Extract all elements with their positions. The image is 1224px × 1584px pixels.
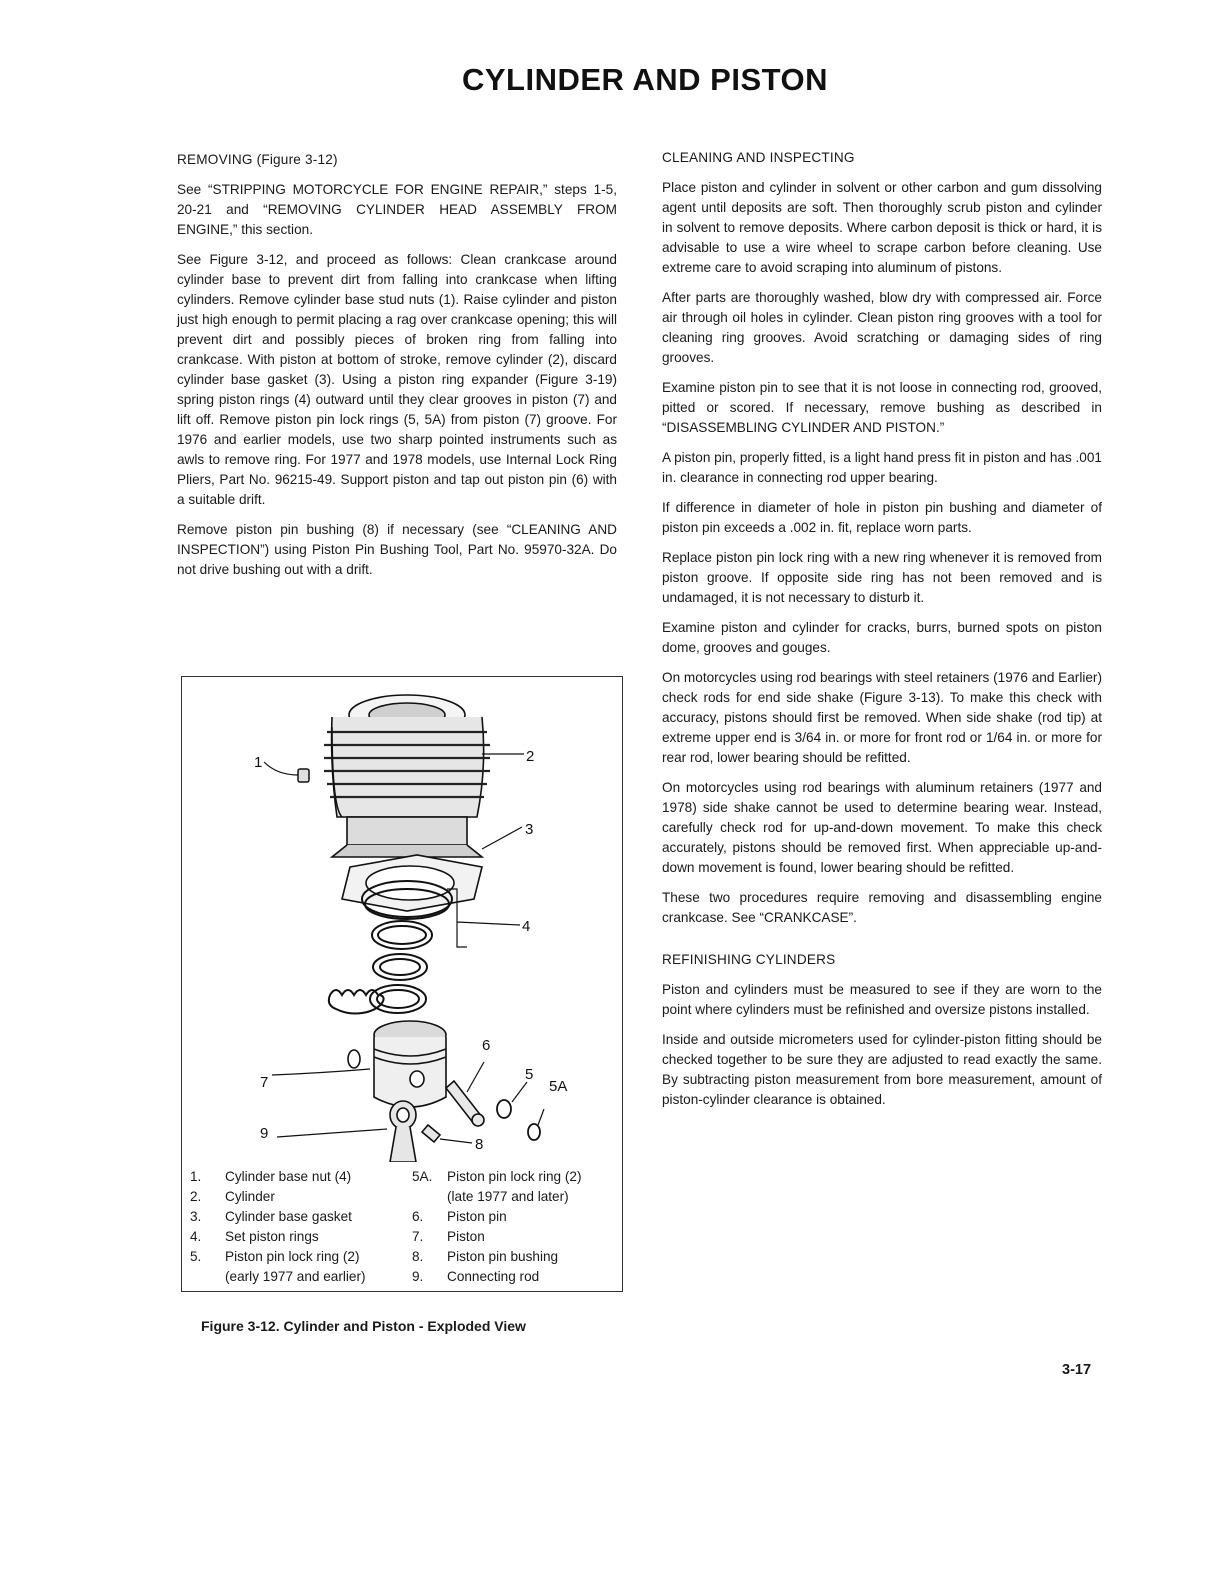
piston-illustration	[348, 1021, 446, 1107]
cleaning-heading: CLEANING AND INSPECTING	[662, 150, 855, 165]
cleaning-paragraph-1: Place piston and cylinder in solvent or other carbon and gum dissolving agent until deposits are soft. Then thoroughly scrub piston and cylinder in solvent to remove deposits. Where carbon deposit is thick or hard, it is advisable to use a wire wheel to scrape carbon before cleaning. Use extreme care to avoid scraping into aluminum of pistons.	[662, 180, 1102, 275]
left-column	[177, 150, 617, 590]
callout-5: 5	[525, 1066, 534, 1083]
page-title: CYLINDER AND PISTON	[461, 62, 829, 97]
callout-4: 4	[522, 918, 531, 935]
cleaning-paragraph-7: Examine piston and cylinder for cracks, burrs, burned spots on piston dome, grooves and gouges.	[662, 620, 1102, 655]
lock-rings-illustration	[497, 1100, 540, 1140]
exploded-view-figure: 1 2 3 4 5 5A 6 7 8 9 1. Cylinder base nut (4) 2. Cylinder 3. Cylinder base gasket 4. Set piston rings 5. Piston pin lock ring (2) (early 1977 and earlier) 5A. Piston pin lock ring (2) (late 1977 and later) 6. Piston pin 7. Piston 8. Piston pin bushing 9. Connecting rod	[181, 676, 623, 1292]
callout-8: 8	[475, 1136, 484, 1153]
refinishing-heading: REFINISHING CYLINDERS	[662, 952, 836, 967]
cleaning-paragraph-8: On motorcycles using rod bearings with steel retainers (1976 and Earlier) check rods for end side shake (Figure 3-13). To make this check with accuracy, pistons should first be removed. When side shake (rod tip) at extreme upper end is 3/64 in. or more for front rod or 1/64 in. or more for rear rod, lower bearing should be refitted.	[662, 670, 1102, 765]
callout-6: 6	[482, 1037, 491, 1054]
cleaning-paragraph-3: Examine piston pin to see that it is not loose in connecting rod, grooved, pitted or scored. If necessary, remove bushing as described in “DISASSEMBLING CYLINDER AND PISTON.”	[662, 380, 1102, 435]
refinishing-paragraph-2: Inside and outside micrometers used for cylinder-piston fitting should be checked together to be sure they are adjusted to read exactly the same. By subtracting piston measurement from bore measurement, amount of piston-cylinder clearance is obtained.	[662, 1032, 1102, 1107]
callout-7: 7	[260, 1074, 269, 1091]
right-column	[662, 148, 1102, 1120]
cleaning-paragraph-10: These two procedures require removing and disassembling engine crankcase. See “CRANKCASE”.	[662, 890, 1102, 925]
cleaning-paragraph-5: If difference in diameter of hole in piston pin bushing and diameter of piston pin exceeds a .002 in. fit, replace worn parts.	[662, 500, 1102, 535]
bushing-illustration	[422, 1125, 440, 1142]
callout-9: 9	[260, 1125, 269, 1142]
cylinder-base-nut-illustration	[298, 769, 309, 782]
callout-5a: 5A	[549, 1078, 568, 1095]
refinishing-paragraph-1: Piston and cylinders must be measured to see if they are worn to the point where cylinders must be refinished and oversize pistons installed.	[662, 982, 1102, 1017]
callout-3: 3	[525, 821, 534, 838]
removing-paragraph-2: See Figure 3-12, and proceed as follows: Clean crankcase around cylinder base to prevent dirt from falling into crankcase when lifting cylinders. Remove cylinder base stud nuts (1). Raise cylinder and piston just high enough to permit placing a rag over crankcase opening; this will prevent dirt and possibly pieces of broken ring from falling into crankcase. With piston at bottom of stroke, remove cylinder (2), discard cylinder base gasket (3). Using a piston ring expander (Figure 3-19) spring piston rings (4) outward until they clear grooves in piston (7) and lift off. Remove piston pin lock rings (5, 5A) from piston (7) groove. For 1976 and earlier models, use two sharp pointed instruments such as awls to remove ring. For 1977 and 1978 models, use Internal Lock Ring Pliers, Part No. 96215-49. Support piston and tap out piston pin (6) with a suitable drift.	[177, 252, 617, 507]
callout-2: 2	[526, 748, 535, 765]
removing-paragraph-1: See “STRIPPING MOTORCYCLE FOR ENGINE REPAIR,” steps 1-5, 20-21 and “REMOVING CYLINDER HEAD ASSEMBLY FROM ENGINE,” this section.	[177, 182, 617, 237]
removing-heading: REMOVING (Figure 3-12)	[177, 152, 338, 167]
cylinder-illustration	[324, 695, 490, 857]
piston-pin-illustration	[446, 1081, 484, 1126]
removing-paragraph-3: Remove piston pin bushing (8) if necessary (see “CLEANING AND INSPECTION”) using Piston Pin Bushing Tool, Part No. 95970-32A. Do not drive bushing out with a drift.	[177, 522, 617, 577]
callout-1: 1	[254, 754, 263, 771]
exploded-view-diagram	[182, 677, 622, 1162]
cleaning-paragraph-6: Replace piston pin lock ring with a new ring whenever it is removed from piston groove. If opposite side ring has not been removed and is undamaged, it is not necessary to disturb it.	[662, 550, 1102, 605]
cleaning-paragraph-2: After parts are thoroughly washed, blow dry with compressed air. Force air through oil holes in cylinder. Clean piston ring grooves with a tool for cleaning ring grooves. Avoid scratching or damaging sides of ring grooves.	[662, 290, 1102, 365]
connecting-rod-illustration	[390, 1101, 416, 1162]
figure-caption: Figure 3-12. Cylinder and Piston - Exploded View	[201, 1318, 526, 1334]
page-number: 3-17	[1062, 1362, 1092, 1378]
cleaning-paragraph-4: A piston pin, properly fitted, is a light hand press fit in piston and has .001 in. clearance in connecting rod upper bearing.	[662, 450, 1102, 485]
cleaning-paragraph-9: On motorcycles using rod bearings with aluminum retainers (1977 and 1978) side shake cannot be used to determine bearing wear. Instead, carefully check rod for up-and-down movement. To make this check accurately, pistons should be removed first. When appreciable up-and-down movement is found, lower bearing should be refitted.	[662, 780, 1102, 875]
